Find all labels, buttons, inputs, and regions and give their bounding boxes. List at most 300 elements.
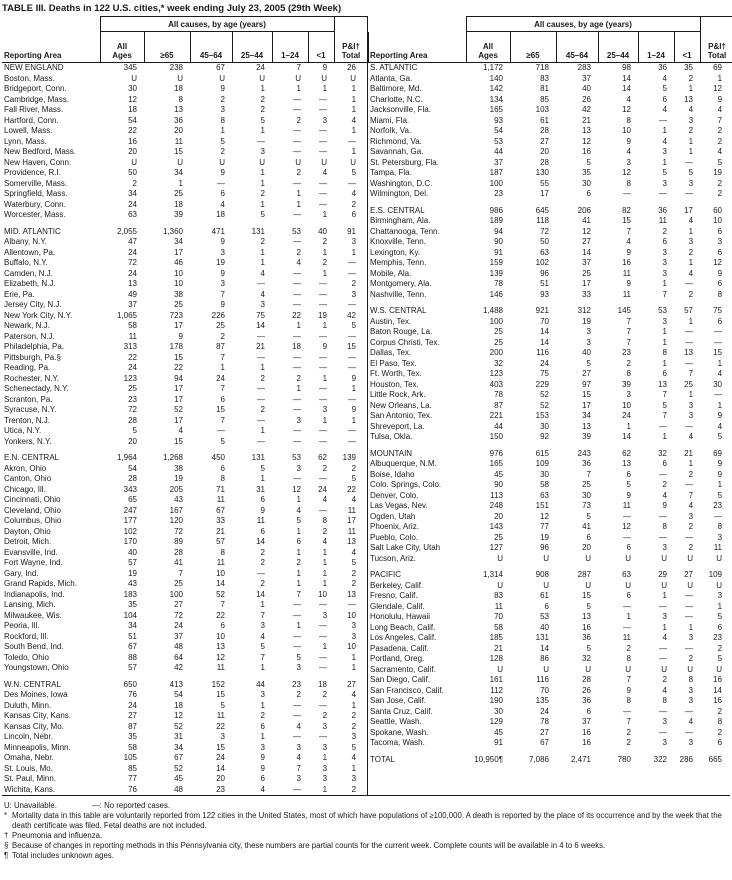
value-cell: — (659, 601, 667, 611)
reporting-area-cell: Los Angeles, Calif. (370, 633, 437, 642)
reporting-area-cell: St. Louis, Mo. (4, 763, 53, 773)
col-1-24: 1–24 (272, 32, 308, 63)
value-cell: 34 (174, 168, 183, 177)
value-cell: — (623, 511, 631, 521)
value-cell: 343 (123, 484, 137, 494)
value-cell: 23 (494, 189, 503, 198)
reporting-area-cell: Ft. Worth, Tex. (370, 369, 422, 378)
value-cell: 53 (540, 612, 549, 621)
value-cell: 665 (708, 754, 723, 764)
city-row (368, 686, 732, 697)
col-reporting-area: Reporting Area (368, 32, 466, 63)
value-cell: 18 (174, 199, 183, 209)
value-cell: 4 (351, 189, 357, 198)
value-cell: 22 (174, 363, 183, 372)
value-cell: 45 (494, 727, 503, 737)
value-cell: 2 (260, 711, 265, 720)
value-cell: U (219, 157, 225, 167)
city-row (2, 258, 368, 269)
value-cell: 17 (174, 321, 183, 330)
value-cell: 3 (220, 732, 225, 741)
reporting-area-cell: Spokane, Wash. (370, 727, 429, 737)
city-row (368, 533, 732, 544)
city-row (368, 279, 732, 290)
value-cell: 32 (582, 654, 591, 663)
value-cell: 14 (256, 321, 265, 330)
value-cell: 32 (494, 358, 503, 368)
value-cell: 9 (260, 505, 265, 515)
value-cell: 345 (123, 63, 137, 72)
reporting-area-cell: El Paso, Tex. (370, 358, 417, 368)
value-cell: 16 (713, 696, 723, 705)
city-row (368, 269, 732, 280)
value-cell: 39 (582, 432, 591, 441)
value-cell: 23 (292, 679, 301, 689)
col-25-44: 25–44 (232, 32, 272, 63)
value-cell: 471 (211, 226, 225, 236)
value-cell: 200 (489, 348, 503, 357)
value-cell: 2 (260, 579, 265, 588)
value-cell: 165 (489, 459, 503, 468)
reporting-area-cell: Indianapolis, Ind. (4, 589, 65, 599)
value-cell: 6 (717, 226, 723, 236)
value-cell: 46 (174, 258, 183, 267)
value-cell: 7 (717, 115, 723, 125)
value-cell: 94 (174, 373, 183, 383)
value-cell: 16 (582, 738, 591, 747)
value-cell: 25 (174, 189, 183, 198)
value-cell: — (293, 426, 301, 435)
section-total-row (368, 300, 732, 317)
value-cell: 2 (717, 643, 723, 653)
value-cell: U (585, 553, 591, 563)
value-cell: 11 (658, 216, 667, 225)
value-cell: 2,055 (116, 226, 137, 236)
value-cell: 3 (220, 279, 225, 288)
value-cell: 128 (489, 654, 503, 663)
value-cell: — (659, 189, 667, 198)
value-cell: 7 (688, 490, 694, 500)
value-cell: 3 (717, 591, 723, 600)
col-45-64: 45–64 (190, 32, 232, 63)
value-cell: 2 (296, 115, 301, 125)
city-row (368, 696, 732, 707)
city-row (368, 581, 732, 592)
value-cell: 63 (622, 570, 631, 579)
value-cell: 90 (494, 480, 503, 489)
reporting-area-cell: Sacramento, Calif. (370, 664, 436, 674)
value-cell: 54 (494, 126, 503, 135)
value-cell: — (293, 300, 301, 309)
city-row (368, 390, 732, 401)
value-cell: 15 (174, 147, 183, 156)
city-row (2, 210, 368, 221)
city-row (368, 137, 732, 148)
age-span-header: All causes, by age (years) (466, 17, 700, 32)
value-cell: 908 (535, 570, 549, 579)
value-cell: 77 (128, 774, 137, 783)
value-cell: 112 (490, 685, 503, 695)
value-cell: — (319, 289, 328, 299)
value-cell: 109 (708, 570, 723, 579)
value-cell: 30 (582, 178, 591, 188)
value-cell: 1 (322, 568, 328, 578)
value-cell: 62 (318, 453, 328, 462)
city-row (2, 395, 368, 406)
value-cell: 13 (684, 348, 694, 357)
value-cell: 5 (717, 432, 723, 441)
value-cell: — (293, 784, 301, 794)
value-cell: 47 (128, 237, 137, 246)
value-cell: 27 (174, 600, 183, 609)
value-cell: 12 (622, 168, 631, 177)
footnote-text: Because of changes in reporting methods in this Pennsylvania city, these numbers are partial counts for the current week. Complete counts will be available in 4 to 6 weeks. (12, 841, 606, 850)
value-cell: 1 (296, 526, 301, 536)
value-cell: 88 (128, 652, 137, 662)
city-row (368, 116, 732, 127)
value-cell: — (319, 652, 328, 662)
value-cell: 5 (296, 516, 301, 525)
value-cell: 1 (220, 363, 225, 372)
value-cell: 75 (256, 310, 265, 320)
value-cell: 16 (582, 622, 591, 632)
value-cell: 4 (717, 147, 723, 156)
value-cell: 1 (688, 622, 694, 632)
value-cell: U (585, 664, 591, 674)
value-cell: 25 (582, 480, 591, 489)
value-cell: 2 (688, 126, 694, 135)
value-cell: 1 (717, 480, 723, 489)
value-cell: 36 (658, 63, 667, 72)
value-cell: 4 (351, 753, 357, 762)
value-cell: 1 (351, 652, 357, 662)
value-cell: 3 (662, 247, 667, 257)
city-row (2, 426, 368, 437)
value-cell: — (319, 474, 328, 483)
value-cell: — (319, 105, 328, 114)
value-cell: 1 (688, 84, 694, 93)
reporting-area-cell: Gary, Ind. (4, 568, 39, 578)
value-cell: 9 (220, 168, 225, 177)
value-cell: 19 (582, 316, 591, 326)
value-cell: 23 (216, 784, 225, 794)
city-row (2, 590, 368, 601)
value-cell: 7 (220, 352, 225, 362)
value-cell: 83 (494, 591, 503, 600)
value-cell: 4 (662, 105, 667, 114)
value-cell: 4 (220, 199, 225, 209)
value-cell: 3 (322, 405, 328, 414)
value-cell: 87 (128, 721, 137, 731)
value-cell: 4 (688, 432, 694, 441)
city-row (368, 168, 732, 179)
value-cell: 34 (174, 742, 183, 752)
value-cell: 15 (582, 390, 591, 399)
reporting-area-cell: San Antonio, Tex. (370, 411, 433, 420)
value-cell: 5 (351, 168, 357, 177)
value-cell: — (293, 394, 301, 404)
value-cell: 152 (211, 679, 225, 689)
reporting-area-cell: San Diego, Calif. (370, 675, 431, 684)
city-row (368, 612, 732, 623)
value-cell: 7 (662, 390, 667, 399)
city-row (2, 474, 368, 485)
section-total-row (368, 200, 732, 217)
city-row (2, 158, 368, 169)
value-cell: 18 (128, 105, 137, 114)
value-cell: 12 (622, 105, 631, 114)
value-cell: 41 (582, 216, 591, 225)
value-cell: 5 (717, 157, 723, 167)
value-cell: 36 (582, 696, 591, 705)
value-cell: 2 (322, 463, 328, 473)
footnote-dagger (4, 831, 728, 841)
value-cell: — (714, 327, 723, 336)
value-cell: 58 (540, 480, 549, 489)
value-cell: 3 (586, 337, 591, 347)
value-cell: 1 (260, 363, 265, 372)
value-cell: 130 (535, 168, 549, 177)
city-row (2, 363, 368, 374)
legend-no-cases: —: No reported cases. (92, 801, 171, 810)
reporting-area-cell: Springfield, Mass. (4, 189, 68, 198)
reporting-area-cell: Albany, N.Y. (4, 237, 47, 246)
value-cell: 27 (540, 136, 549, 146)
value-cell: 6 (717, 738, 723, 747)
reporting-area-cell: St. Paul, Minn. (4, 774, 57, 783)
value-cell: 33 (582, 289, 591, 299)
value-cell: 67 (128, 642, 137, 651)
city-row (368, 74, 732, 85)
value-cell: 6 (662, 94, 667, 104)
value-cell: — (348, 352, 357, 362)
value-cell: 1 (662, 157, 667, 167)
value-cell: 10,950¶ (474, 754, 503, 764)
reporting-area-cell: Glendale, Calif. (370, 601, 425, 611)
value-cell: 65 (128, 495, 137, 504)
value-cell: U (687, 580, 694, 590)
value-cell: 4 (351, 115, 357, 125)
value-cell: U (259, 157, 265, 167)
col-1-24: 1–24 (638, 32, 674, 63)
value-cell: 24 (622, 411, 631, 420)
value-cell: 2 (626, 358, 631, 368)
reporting-area-cell: Berkeley, Calif. (370, 580, 424, 590)
value-cell: 3 (688, 237, 694, 246)
value-cell: 105 (123, 753, 137, 762)
value-cell: 24 (256, 63, 265, 72)
value-cell: 23 (128, 394, 137, 404)
value-cell: 1 (717, 358, 723, 368)
value-cell: 37 (128, 300, 137, 309)
value-cell: 116 (536, 675, 549, 684)
reporting-area-cell: Pasadena, Calif. (370, 643, 429, 653)
city-row (2, 732, 368, 743)
footnote-marker: † (4, 831, 9, 840)
value-cell: 151 (535, 501, 549, 510)
value-cell: 97 (582, 379, 591, 389)
value-cell: 17 (174, 394, 183, 404)
value-cell: 10 (622, 400, 631, 410)
value-cell: 1 (260, 700, 265, 710)
value-cell: 167 (169, 505, 183, 515)
deaths-table-left (2, 16, 369, 795)
value-cell: 14 (540, 337, 549, 347)
value-cell: 6 (717, 622, 723, 632)
left-table-body (2, 63, 368, 796)
value-cell: 14 (540, 643, 549, 653)
value-cell: 3 (351, 289, 357, 299)
value-cell: 189 (489, 216, 503, 225)
reporting-area-cell: Houston, Tex. (370, 379, 419, 389)
value-cell: 146 (489, 289, 503, 299)
value-cell: U (497, 580, 503, 590)
value-cell: 3 (351, 621, 357, 630)
value-cell: 9 (260, 763, 265, 773)
value-cell: 5 (220, 436, 225, 446)
city-row (2, 537, 368, 548)
city-row (2, 785, 368, 796)
reporting-area-cell: Bridgeport, Conn. (4, 84, 67, 93)
value-cell: 131 (251, 226, 265, 236)
value-cell: — (293, 600, 301, 609)
value-cell: 6 (220, 189, 225, 198)
value-cell: 2 (351, 721, 357, 731)
value-cell: 72 (174, 610, 183, 620)
value-cell: 1 (351, 147, 357, 156)
value-cell: 8 (626, 369, 631, 378)
value-cell: U (625, 553, 631, 563)
value-cell: 42 (582, 105, 591, 114)
reporting-area-cell: Portland, Oreg. (370, 654, 425, 663)
value-cell: 34 (128, 621, 137, 630)
value-cell: 8 (662, 696, 667, 705)
reporting-area-cell: Kansas City, Kans. (4, 711, 71, 720)
value-cell: 35 (128, 732, 137, 741)
value-cell: 165 (489, 105, 503, 114)
value-cell: 4 (626, 147, 631, 156)
value-cell: 83 (540, 73, 549, 83)
value-cell: — (685, 612, 694, 621)
col-lt1: <1 (674, 32, 700, 63)
city-row (2, 321, 368, 332)
value-cell: 1 (260, 178, 265, 188)
value-cell: 9 (717, 469, 723, 479)
reporting-area-cell: Fort Wayne, Ind. (4, 558, 63, 567)
value-cell: 50 (540, 237, 549, 246)
value-cell: 12 (128, 94, 137, 104)
reporting-area-cell: Seattle, Wash. (370, 717, 422, 726)
value-cell: — (685, 591, 694, 600)
value-cell: 123 (123, 373, 137, 383)
reporting-area-cell: Trenton, N.J. (4, 415, 50, 425)
value-cell: 2 (296, 690, 301, 699)
value-cell: 57 (216, 537, 225, 546)
section-total-row (2, 63, 368, 74)
value-cell: 36 (582, 459, 591, 468)
value-cell: 1 (260, 258, 265, 267)
reporting-area-cell: Phoenix, Ariz. (370, 522, 419, 531)
value-cell: 221 (489, 411, 503, 420)
value-cell: 9 (220, 84, 225, 93)
value-cell: 3 (626, 390, 631, 399)
value-cell: 25 (494, 532, 503, 542)
value-cell: 73 (582, 501, 591, 510)
value-cell: 6 (296, 537, 301, 546)
value-cell: 78 (494, 279, 503, 288)
reporting-area-cell: Syracuse, N.Y. (4, 405, 57, 414)
value-cell: 44 (494, 421, 503, 431)
value-cell: 13 (582, 421, 591, 431)
reporting-area-cell: W.S. CENTRAL (370, 306, 427, 315)
col-45-64: 45–64 (556, 32, 598, 63)
value-cell: — (293, 331, 301, 341)
value-cell: 1 (662, 279, 667, 288)
value-cell: 120 (169, 516, 183, 525)
reporting-area-cell: E.S. CENTRAL (370, 205, 425, 215)
reporting-area-cell: Tampa, Fla. (370, 168, 412, 177)
value-cell: — (659, 115, 667, 125)
value-cell: 248 (489, 501, 503, 510)
city-row (2, 147, 368, 158)
footnote-pilcrow (4, 851, 728, 861)
value-cell: 15 (622, 216, 631, 225)
value-cell: — (348, 600, 357, 609)
value-cell: 1 (178, 178, 183, 188)
city-row (368, 258, 732, 269)
value-cell: 18 (292, 342, 301, 351)
value-cell: 92 (540, 432, 549, 441)
value-cell: 38 (174, 289, 183, 299)
reporting-area-cell: Dallas, Tex. (370, 348, 412, 357)
value-cell: 718 (535, 63, 549, 72)
value-cell: 5 (717, 612, 723, 621)
value-cell: 62 (622, 448, 631, 458)
value-cell: 5 (662, 84, 667, 93)
value-cell: 24 (216, 373, 225, 383)
value-cell: 26 (347, 63, 357, 72)
span-header-row (2, 17, 368, 32)
col-all-ages: All Ages (466, 32, 510, 63)
value-cell: 6 (544, 601, 549, 611)
value-cell: 4 (260, 289, 265, 299)
value-cell: 2 (296, 247, 301, 257)
value-cell: 36 (174, 115, 183, 125)
value-cell: U (543, 580, 549, 590)
reporting-area-cell: Lincoln, Nebr. (4, 732, 53, 741)
value-cell: 4 (260, 631, 265, 641)
value-cell: 645 (535, 205, 549, 215)
reporting-area-cell: Cleveland, Ohio (4, 505, 61, 515)
value-cell: 91 (494, 247, 503, 257)
value-cell: 4 (717, 421, 723, 431)
value-cell: 159 (489, 258, 503, 267)
value-cell: 178 (169, 342, 183, 351)
city-row (2, 374, 368, 385)
value-cell: 1 (717, 400, 723, 410)
value-cell: 9 (351, 373, 357, 383)
reporting-area-cell: Akron, Ohio (4, 463, 47, 473)
value-cell: 1 (688, 390, 694, 399)
value-cell: 2 (717, 189, 723, 198)
value-cell: 2 (717, 126, 723, 135)
value-cell: 2 (662, 480, 667, 489)
value-cell: 2 (351, 579, 357, 588)
value-cell: 42 (174, 663, 183, 672)
value-cell: 2,471 (570, 754, 591, 764)
value-cell: 3 (351, 237, 357, 246)
value-cell: — (348, 268, 357, 278)
